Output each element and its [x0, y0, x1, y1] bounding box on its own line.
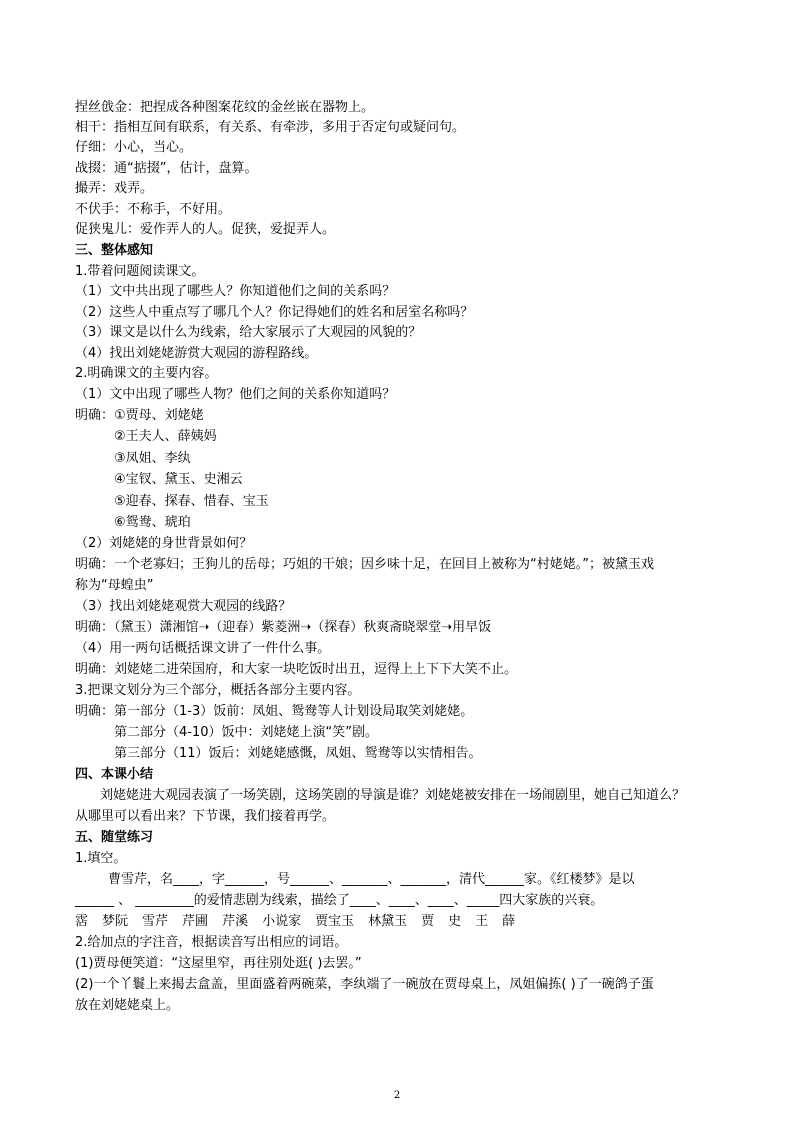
option-word: 薛 — [502, 914, 516, 929]
summary-text: 从哪里可以看出来？下节课，我们接着再学。 — [75, 809, 336, 824]
section-3-heading: 三、整体感知 — [75, 243, 154, 258]
part-item: 明确：第一部分（1-3）饭前：凤姐、鸳鸯等人计划设局取笑刘姥姥。 — [75, 704, 474, 719]
answer-text: 明确：（黛玉）潇湘馆➝（迎春）紫菱洲➝（探春）秋爽斋晓翠堂➝用早饭 — [75, 620, 492, 635]
answer-text: 明确：刘姥姥二进荣国府，和大家一块吃饭时出丑，逗得上上下下大笑不止。 — [75, 662, 518, 677]
exercise-item: 放在刘姥姥桌上。 — [75, 998, 180, 1013]
option-word: 王 — [475, 914, 489, 929]
option-word: 雪芹 — [142, 914, 169, 929]
part-item: 第二部分（4-10）饭中：刘姥姥上演“笑”剧。 — [114, 725, 378, 740]
question-item: （3）找出刘姥姥观赏大观园的线路？ — [75, 599, 292, 614]
vocab-item: 仔细：小心，当心。 — [75, 140, 193, 155]
section-4-heading: 四、本课小结 — [75, 767, 154, 782]
question-item: （1）文中共出现了哪些人？你知道他们之间的关系吗？ — [75, 284, 396, 299]
people-item: ⑥鸳鸯、琥珀 — [114, 515, 191, 530]
page-number: 2 — [393, 1090, 401, 1101]
exercise-item: (2)一个丫鬟上来揭去盒盖，里面盛着两碗菜，李纨端了一碗放在贾母桌上，凤姐偏拣( )了一碗鸽子蛋 — [75, 977, 654, 992]
question-item: （1）文中出现了哪些人物？他们之间的关系你知道吗？ — [75, 387, 396, 402]
answer-text: 称为“母蝗虫” — [75, 578, 154, 593]
section-5-heading: 五、随堂练习 — [75, 830, 154, 845]
option-word: 贾宝玉 — [315, 914, 355, 929]
answer-label: 明确： — [75, 408, 115, 423]
summary-text: 刘姥姥进大观园表演了一场笑剧，这场笑剧的导演是谁？刘姥姥被安排在一场闹剧里，她自己知道么？ — [100, 788, 686, 803]
question-item: （4）找出刘姥姥游赏大观园的游程路线。 — [75, 346, 318, 361]
exercise-item: (1)贾母便笑道：“这屋里窄，再往别处逛( )去罢。” — [75, 956, 362, 971]
option-word: 史 — [448, 914, 462, 929]
question-item: （2）这些人中重点写了哪几个人？你记得她们的姓名和居室名称吗？ — [75, 305, 474, 320]
people-item: ④宝钗、黛玉、史湘云 — [114, 472, 243, 487]
option-word: 贾 — [421, 914, 435, 929]
exercise-2-title: 2.给加点的字注音，根据读音写出相应的词语。 — [75, 935, 348, 950]
vocab-item: 相干：指相互间有联系，有关系、有牵涉，多用于否定句或疑问句。 — [75, 120, 466, 135]
people-item: ②王夫人、薛姨妈 — [114, 429, 217, 444]
question-1-title: 1.带着问题阅读课文。 — [75, 264, 205, 279]
question-item: （2）刘姥姥的身世背景如何？ — [75, 536, 253, 551]
vocab-item: 战掇：通“掂掇”，估计，盘算。 — [75, 161, 258, 176]
option-list — [75, 914, 529, 930]
question-item: （4）用一两句话概括课文讲了一件什么事。 — [75, 641, 331, 656]
people-item: ③凤姐、李纨 — [114, 451, 191, 466]
people-item: ⑤迎春、探春、惜春、宝玉 — [114, 494, 269, 509]
option-word: 林黛玉 — [368, 914, 408, 929]
people-item: ①贾母、刘姥姥 — [114, 408, 204, 423]
answer-text: 明确：一个老寡妇；王狗儿的岳母；巧姐的干娘；因乡味十足，在回目上被称为“村姥姥。”；被黛玉戏 — [75, 557, 654, 572]
option-word: 芹溪 — [222, 914, 249, 929]
question-3-title: 3.把课文划分为三个部分，概括各部分主要内容。 — [75, 683, 361, 698]
question-item: （3）课文是以什么为线索，给大家展示了大观园的风貌的？ — [75, 325, 422, 340]
vocab-item: 捏丝戗金：把捏成各种图案花纹的金丝嵌在器物上。 — [75, 100, 375, 115]
part-item: 第三部分（11）饭后：刘姥姥感慨，凤姐、鸳鸯等以实情相告。 — [114, 746, 482, 761]
vocab-item: 不伏手：不称手，不好用。 — [75, 202, 232, 217]
option-word: 霑 — [75, 914, 89, 929]
fill-blank-line: 曹雪芹，名____，字______，号______、_______、_______，清代______家。《红楼梦》是以 — [108, 872, 635, 887]
fill-blank-line: ______ 、 _________的爱情悲剧为线索，描绘了____、____、____、_____四大家族的兴衰。 — [75, 893, 604, 908]
exercise-1-title: 1.填空。 — [75, 851, 127, 866]
question-2-title: 2.明确课文的主要内容。 — [75, 366, 218, 381]
vocab-item: 促狭鬼儿：爱作弄人的人。促狭，爱捉弄人。 — [75, 222, 336, 237]
option-word: 梦阮 — [102, 914, 129, 929]
vocab-item: 撮弄：戏弄。 — [75, 181, 154, 196]
option-word: 芹圃 — [182, 914, 209, 929]
option-word: 小说家 — [262, 914, 302, 929]
